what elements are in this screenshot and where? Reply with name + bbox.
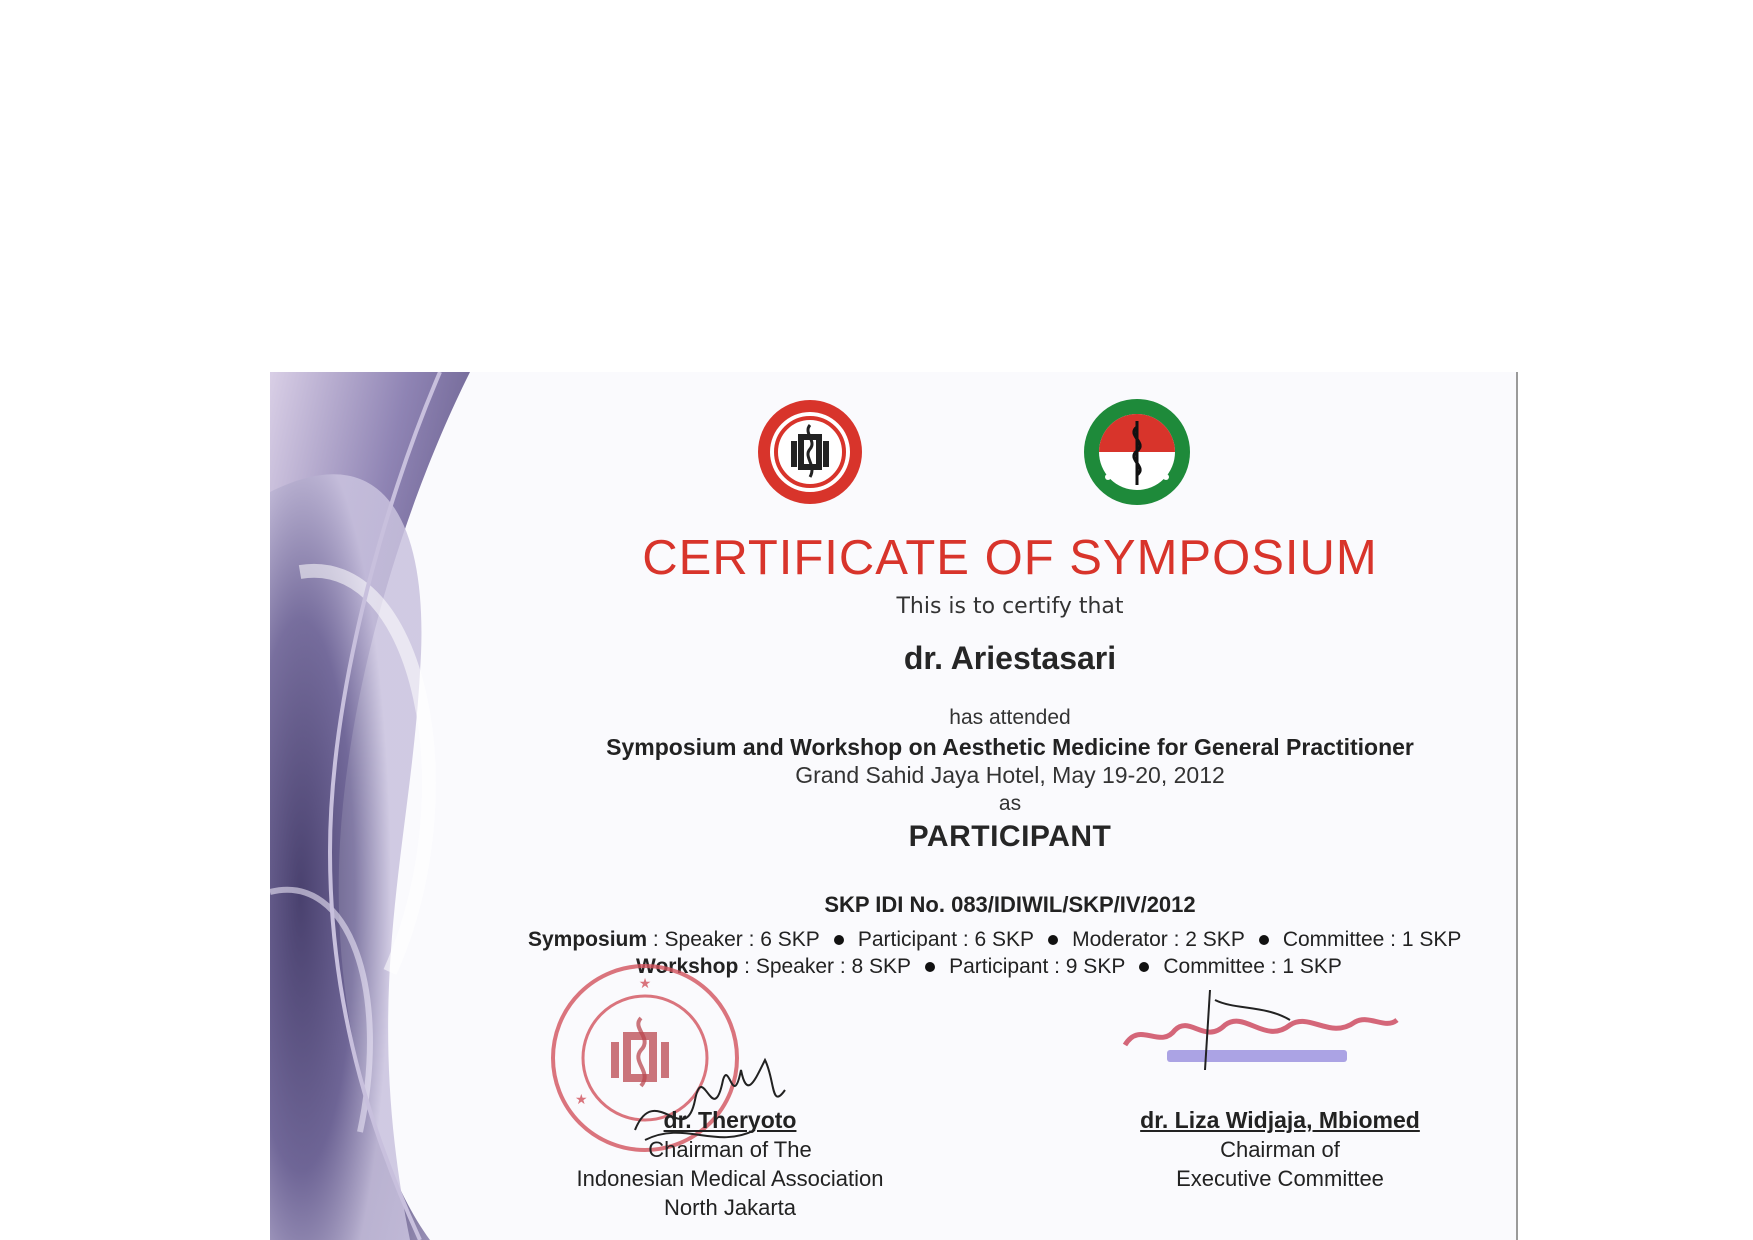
svg-text:★: ★ — [575, 1092, 588, 1108]
signatory-right-name: dr. Liza Widjaja, Mbiomed — [1140, 1107, 1420, 1133]
symposium-label: Symposium — [528, 928, 648, 951]
bullet-icon — [1259, 935, 1269, 945]
recipient-name: dr. Ariestasari — [903, 640, 1117, 676]
signatory-left-title-3: North Jakarta — [663, 1195, 797, 1220]
workshop-credits: Workshop : Speaker : 8 SKP Participant : 9 SKP Committee : 1 SKP — [636, 955, 1342, 978]
signatory-right — [1050, 1106, 1510, 1193]
credit-item: Committee : 1 SKP — [1163, 955, 1342, 978]
event-venue: Grand Sahid Jaya Hotel, May 19-20, 2012 — [795, 762, 1225, 788]
signatory-right-title-1: Chairman of — [1220, 1137, 1340, 1162]
signatory-left-title-2: Indonesian Medical Association — [576, 1166, 884, 1191]
certify-text: This is to certify that — [896, 594, 1124, 619]
event-name: Symposium and Workshop on Aesthetic Medicine for General Practitioner — [606, 734, 1414, 760]
bullet-icon — [925, 962, 935, 972]
credit-item: Speaker : 6 SKP — [664, 928, 820, 951]
attended-text: has attended — [949, 706, 1071, 729]
as-text: as — [998, 792, 1022, 815]
credit-item: Participant : 9 SKP — [949, 955, 1126, 978]
idi-logo-icon — [755, 397, 865, 507]
role-title: PARTICIPANT — [908, 820, 1112, 853]
signatory-left-name: dr. Theryoto — [663, 1107, 797, 1133]
signatory-left — [520, 1106, 940, 1222]
symposium-credits: Symposium : Speaker : 6 SKP Participant : 6 SKP Moderator : 2 SKP Committee : 1 SKP — [528, 928, 1462, 951]
pdui-logo-icon — [1082, 397, 1192, 507]
bullet-icon — [834, 935, 844, 945]
certificate-title: CERTIFICATE OF SYMPOSIUM — [642, 531, 1378, 585]
credit-item: Committee : 1 SKP — [1282, 928, 1462, 951]
bullet-icon — [1139, 962, 1149, 972]
signatory-right-title-2: Executive Committee — [1176, 1166, 1384, 1191]
paper-edge — [1516, 372, 1518, 1240]
signatory-left-title-1: Chairman of The — [648, 1137, 812, 1162]
bullet-icon — [1048, 935, 1058, 945]
skp-number: SKP IDI No. 083/IDIWIL/SKP/IV/2012 — [824, 892, 1196, 917]
credit-item: Participant : 6 SKP — [857, 928, 1035, 951]
aesthetic-medicine-stamp — [1115, 990, 1405, 1080]
credit-item: Moderator : 2 SKP — [1072, 928, 1245, 951]
credit-item: Speaker : 8 SKP — [755, 955, 912, 978]
workshop-label: Workshop — [636, 955, 739, 978]
svg-text:★: ★ — [638, 976, 652, 992]
